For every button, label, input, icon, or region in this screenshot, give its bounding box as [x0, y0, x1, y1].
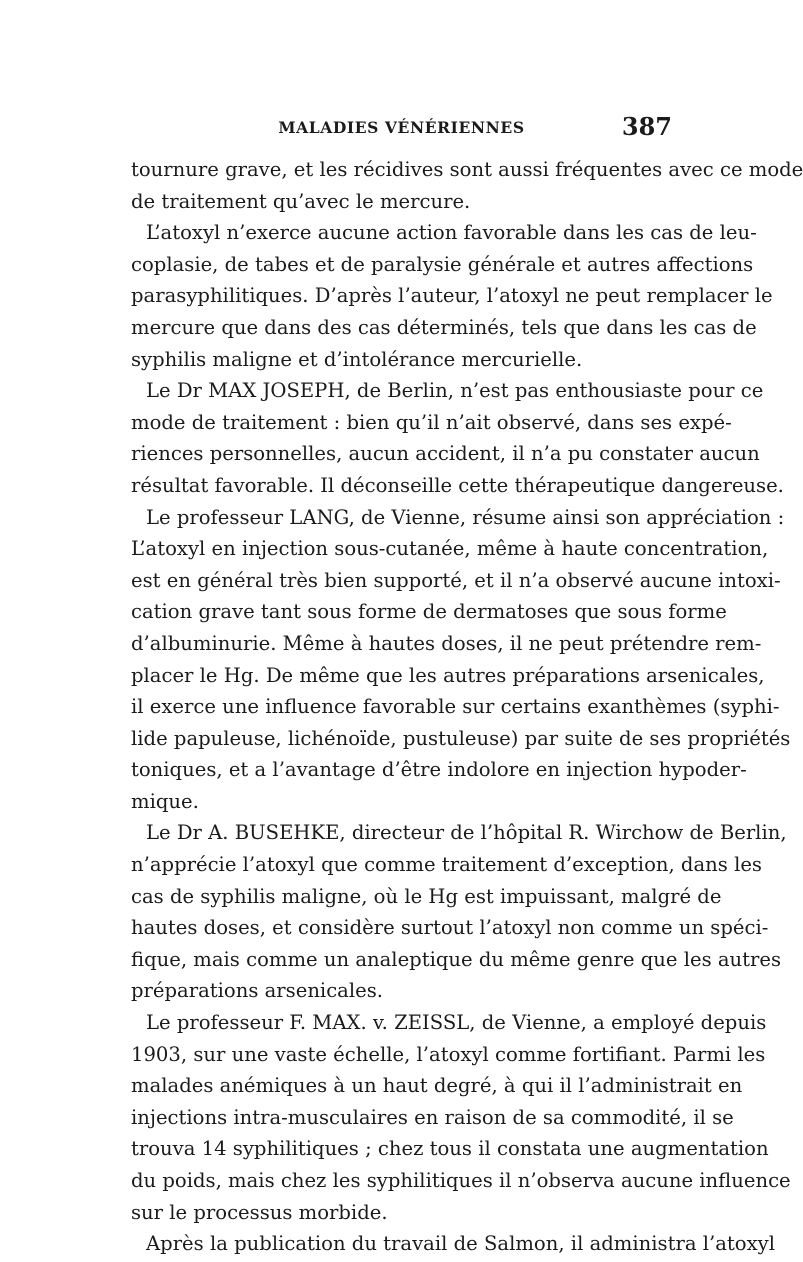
text-line: 1903, sur une vaste échelle, l’atoxyl comme fortifiant. Parmi les: [131, 1042, 766, 1066]
text-line: coplasie, de tabes et de paralysie générale et autres affections: [131, 252, 754, 276]
text-line: injections intra-musculaires en raison de sa commodité, il se: [131, 1105, 734, 1129]
text-line: malades anémiques à un haut degré, à qui il l’administrait en: [131, 1074, 743, 1098]
text-line: mercure que dans des cas déterminés, tels que dans les cas de: [131, 315, 757, 339]
text-line: cation grave tant sous forme de dermatoses que sous forme: [131, 600, 727, 624]
text-line: syphilis maligne et d’intolérance mercurielle.: [131, 347, 583, 371]
text-line: Le Dr A. BUSEHKE, directeur de l’hôpital R. Wirchow de Berlin,: [146, 821, 787, 845]
text-line: d’albuminurie. Même à hautes doses, il ne peut prétendre rem-: [131, 631, 762, 655]
text-line: est en général très bien supporté, et il n’a observé aucune intoxi-: [131, 568, 781, 592]
page-header: [131, 112, 672, 142]
text-line: n’apprécie l’atoxyl que comme traitement d’exception, dans les: [131, 853, 762, 877]
text-line: trouva 14 syphilitiques ; chez tous il constata une augmentation: [131, 1137, 769, 1161]
text-line: Le professeur F. MAX. v. ZEISSL, de Vienne, a employé depuis: [146, 1011, 767, 1035]
text-line: toniques, et a l’avantage d’être indolore en injection hypoder-: [131, 758, 747, 782]
running-title: MALADIES VÉNÉRIENNES: [278, 118, 525, 137]
text-line: L’atoxyl n’exerce aucune action favorable dans les cas de leu-: [146, 221, 757, 245]
page-number: 387: [621, 112, 672, 141]
text-line: préparations arsenicales.: [131, 979, 384, 1003]
text-line: fique, mais comme un analeptique du même genre que les autres: [131, 947, 782, 971]
text-line: placer le Hg. De même que les autres préparations arsenicales,: [131, 663, 765, 687]
text-line: L’atoxyl en injection sous-cutanée, même à haute concentration,: [131, 537, 769, 561]
text-line: tournure grave, et les récidives sont aussi fréquentes avec ce mode: [131, 158, 803, 181]
text-line: parasyphilitiques. D’après l’auteur, l’atoxyl ne peut remplacer le: [131, 284, 773, 308]
text-line: de traitement qu’avec le mercure.: [131, 189, 471, 213]
text-line: mique.: [131, 789, 199, 813]
text-line: il exerce une influence favorable sur certains exanthèmes (syphi-: [131, 695, 780, 719]
text-line: résultat favorable. Il déconseille cette thérapeutique dangereuse.: [131, 473, 784, 497]
text-line: hautes doses, et considère surtout l’atoxyl non comme un spéci-: [131, 916, 769, 940]
text-line: Le Dr MAX JOSEPH, de Berlin, n’est pas enthousiaste pour ce: [146, 379, 764, 403]
text-line: riences personnelles, aucun accident, il n’a pu constater aucun: [131, 442, 760, 466]
text-line: du poids, mais chez les syphilitiques il n’observa aucune influence: [131, 1169, 791, 1192]
text-line: mode de traitement : bien qu’il n’ait observé, dans ses expé-: [131, 410, 732, 434]
body-text: [131, 154, 803, 1260]
text-line: Après la publication du travail de Salmon, il administra l’atoxyl: [146, 1232, 775, 1256]
text-line: sur le processus morbide.: [131, 1200, 388, 1224]
text-line: cas de syphilis maligne, où le Hg est impuissant, malgré de: [131, 884, 722, 908]
text-line: lide papuleuse, lichénoïde, pustuleuse) par suite de ses propriétés: [131, 726, 791, 750]
text-line: Le professeur LANG, de Vienne, résume ainsi son appréciation :: [146, 505, 785, 529]
